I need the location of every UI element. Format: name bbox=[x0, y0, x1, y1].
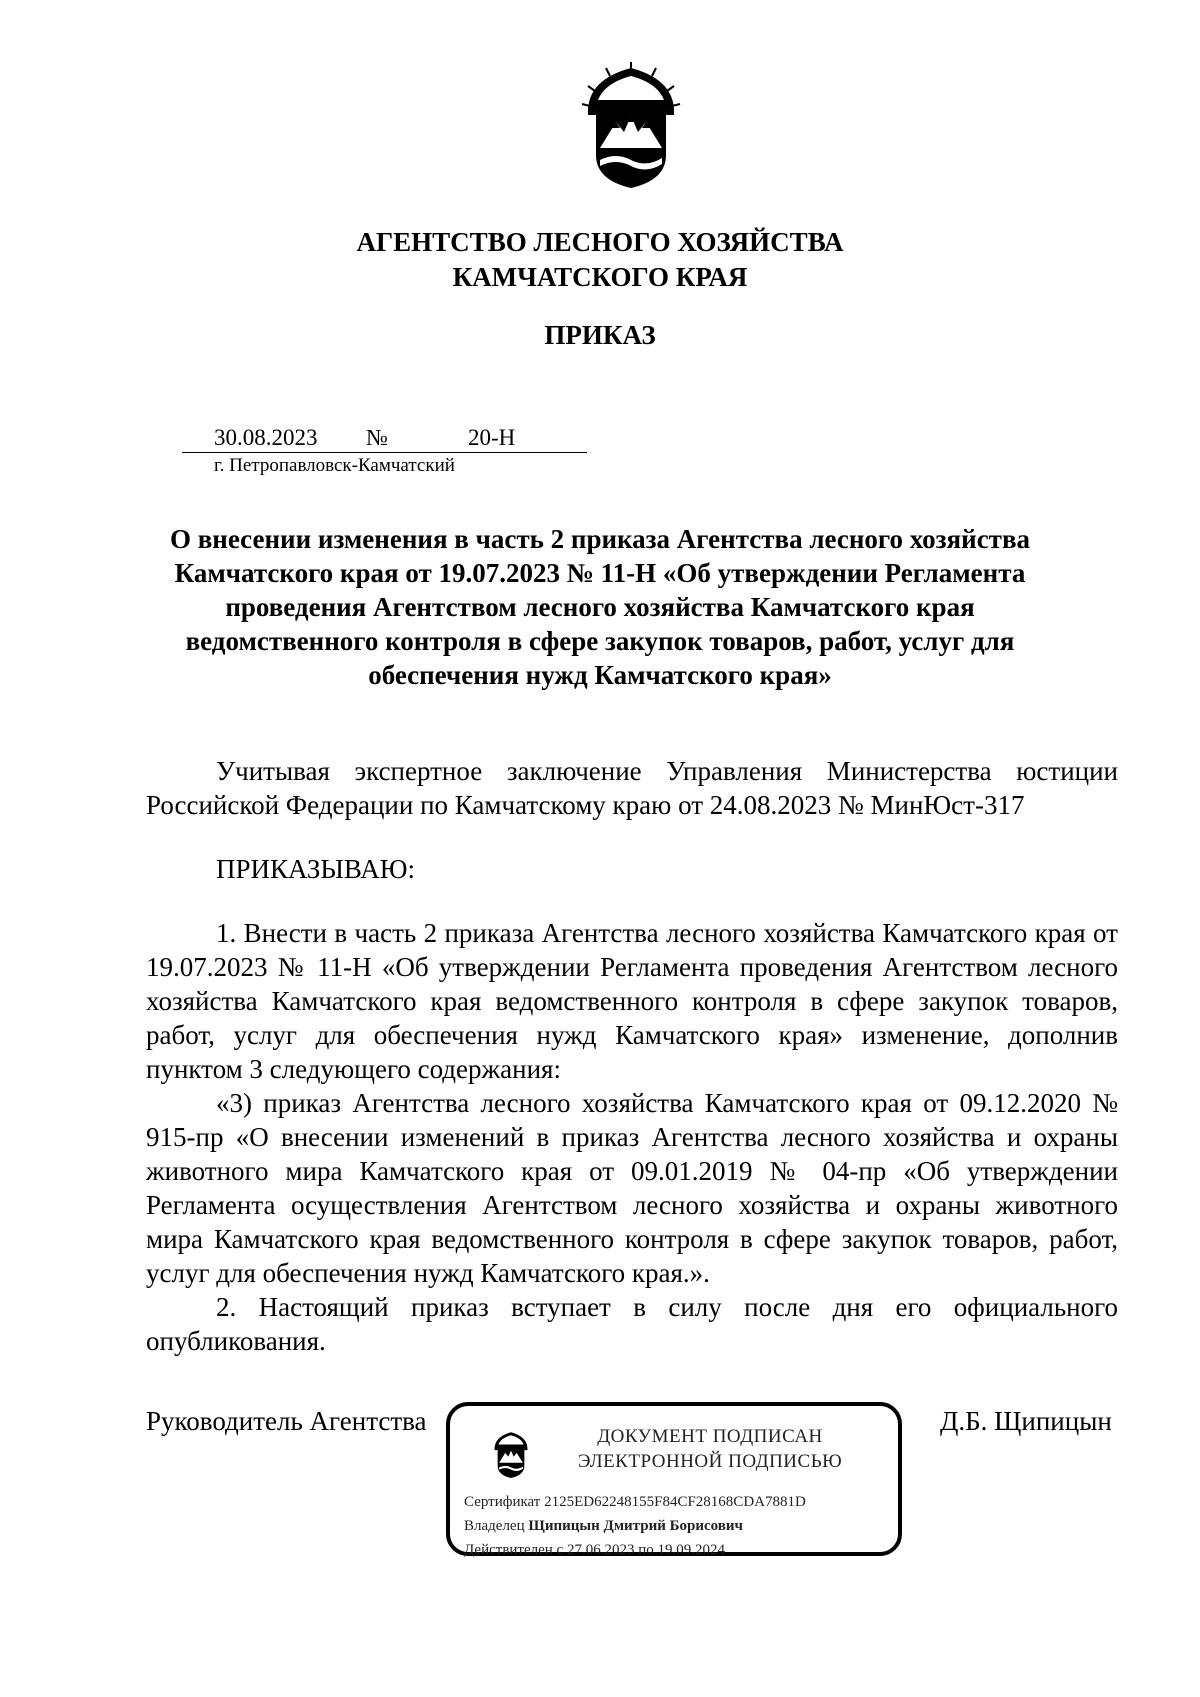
order-word: ПРИКАЗЫВАЮ: bbox=[216, 854, 415, 884]
number-sign: № bbox=[366, 425, 388, 450]
stamp-validity bbox=[464, 1540, 725, 1560]
considering-section bbox=[146, 754, 1118, 822]
agency-name-line1: АГЕНТСТВО ЛЕСНОГО ХОЗЯЙСТВА bbox=[356, 227, 844, 257]
subject-line: О внесении изменения в часть 2 приказа Агентства лесного хозяйства bbox=[169, 524, 1031, 554]
order-items bbox=[146, 916, 1118, 1358]
document-type: ПРИКАЗ bbox=[544, 320, 656, 350]
signatory-role: Руководитель Агентства bbox=[146, 1406, 427, 1436]
valid-from: 27.06.2023 bbox=[566, 1542, 635, 1558]
stamp-heading-line1: ДОКУМЕНТ ПОДПИСАН bbox=[597, 1426, 823, 1447]
order-date: 30.08.2023 bbox=[214, 425, 318, 450]
agency-name bbox=[0, 225, 1200, 295]
subject-line: ведомственного контроля в сфере закупок товаров, работ, услуг для bbox=[185, 626, 1015, 656]
signatory-name: Д.Б. Щипицын bbox=[940, 1406, 1112, 1436]
subject-line: обеспечения нужд Камчатского края» bbox=[368, 660, 832, 690]
city: г. Петропавловск-Камчатский bbox=[214, 455, 455, 476]
valid-to: 19.09.2024 bbox=[657, 1542, 725, 1558]
agency-name-line2: КАМЧАТСКОГО КРАЯ bbox=[452, 262, 748, 292]
registration-underline bbox=[182, 452, 587, 453]
stamp-heading-line2: ЭЛЕКТРОННОЙ ПОДПИСЬЮ bbox=[577, 1451, 843, 1472]
stamp-heading bbox=[560, 1424, 860, 1474]
e-signature-stamp bbox=[446, 1402, 902, 1556]
order-word-section bbox=[146, 852, 1118, 886]
order-item-1: 1. Внести в часть 2 приказа Агентства лесного хозяйства Камчатского края от 19.07.2023 № 11-Н «Об утверждении Регламента проведения Агентством лесного хозяйства Камчатского края ведомственного контроля в сфере закупок товаров, работ, услуг для обеспечения нужд Камчатского края» изменение, дополнив пунктом 3 следующего содержания: bbox=[146, 918, 1118, 1084]
owner-value: Щипицын Дмитрий Борисович bbox=[528, 1518, 744, 1534]
valid-to-label: по bbox=[638, 1542, 654, 1558]
stamp-certificate bbox=[464, 1492, 806, 1512]
considering-paragraph: Учитывая экспертное заключение Управления Министерства юстиции Российской Федерации по Камчатскому краю от 24.08.2023 № МинЮст-317 bbox=[146, 756, 1118, 820]
subject-line: проведения Агентством лесного хозяйства Камчатского края bbox=[225, 592, 975, 622]
order-number: 20-Н bbox=[468, 425, 516, 450]
order-subject bbox=[150, 522, 1050, 692]
order-item-1-quote: «3) приказ Агентства лесного хозяйства Камчатского края от 09.12.2020 № 915-пр «О внесении изменений в приказ Агентства лесного хозяйства и охраны животного мира Камчатского края от 09.01.2019 № 04-пр «Об утверждении Регламента осуществления Агентством лесного хозяйства и охраны животного мира Камчатского края ведомственного контроля в сфере закупок товаров, работ, услуг для обеспечения нужд Камчатского края.». bbox=[146, 1088, 1118, 1288]
valid-label: Действителен с bbox=[464, 1542, 564, 1558]
subject-line: Камчатского края от 19.07.2023 № 11-Н «Об утверждении Регламента bbox=[174, 558, 1026, 588]
certificate-value: 2125ED62248155F84CF28168CDA7881D bbox=[544, 1494, 806, 1510]
stamp-owner bbox=[464, 1516, 743, 1536]
kamchatka-coat-of-arms-icon bbox=[576, 60, 686, 190]
certificate-label: Сертификат bbox=[464, 1494, 541, 1510]
order-item-2: 2. Настоящий приказ вступает в силу после дня его официального опубликования. bbox=[146, 1292, 1118, 1356]
owner-label: Владелец bbox=[464, 1518, 525, 1534]
kamchatka-coat-of-arms-icon bbox=[490, 1428, 532, 1480]
